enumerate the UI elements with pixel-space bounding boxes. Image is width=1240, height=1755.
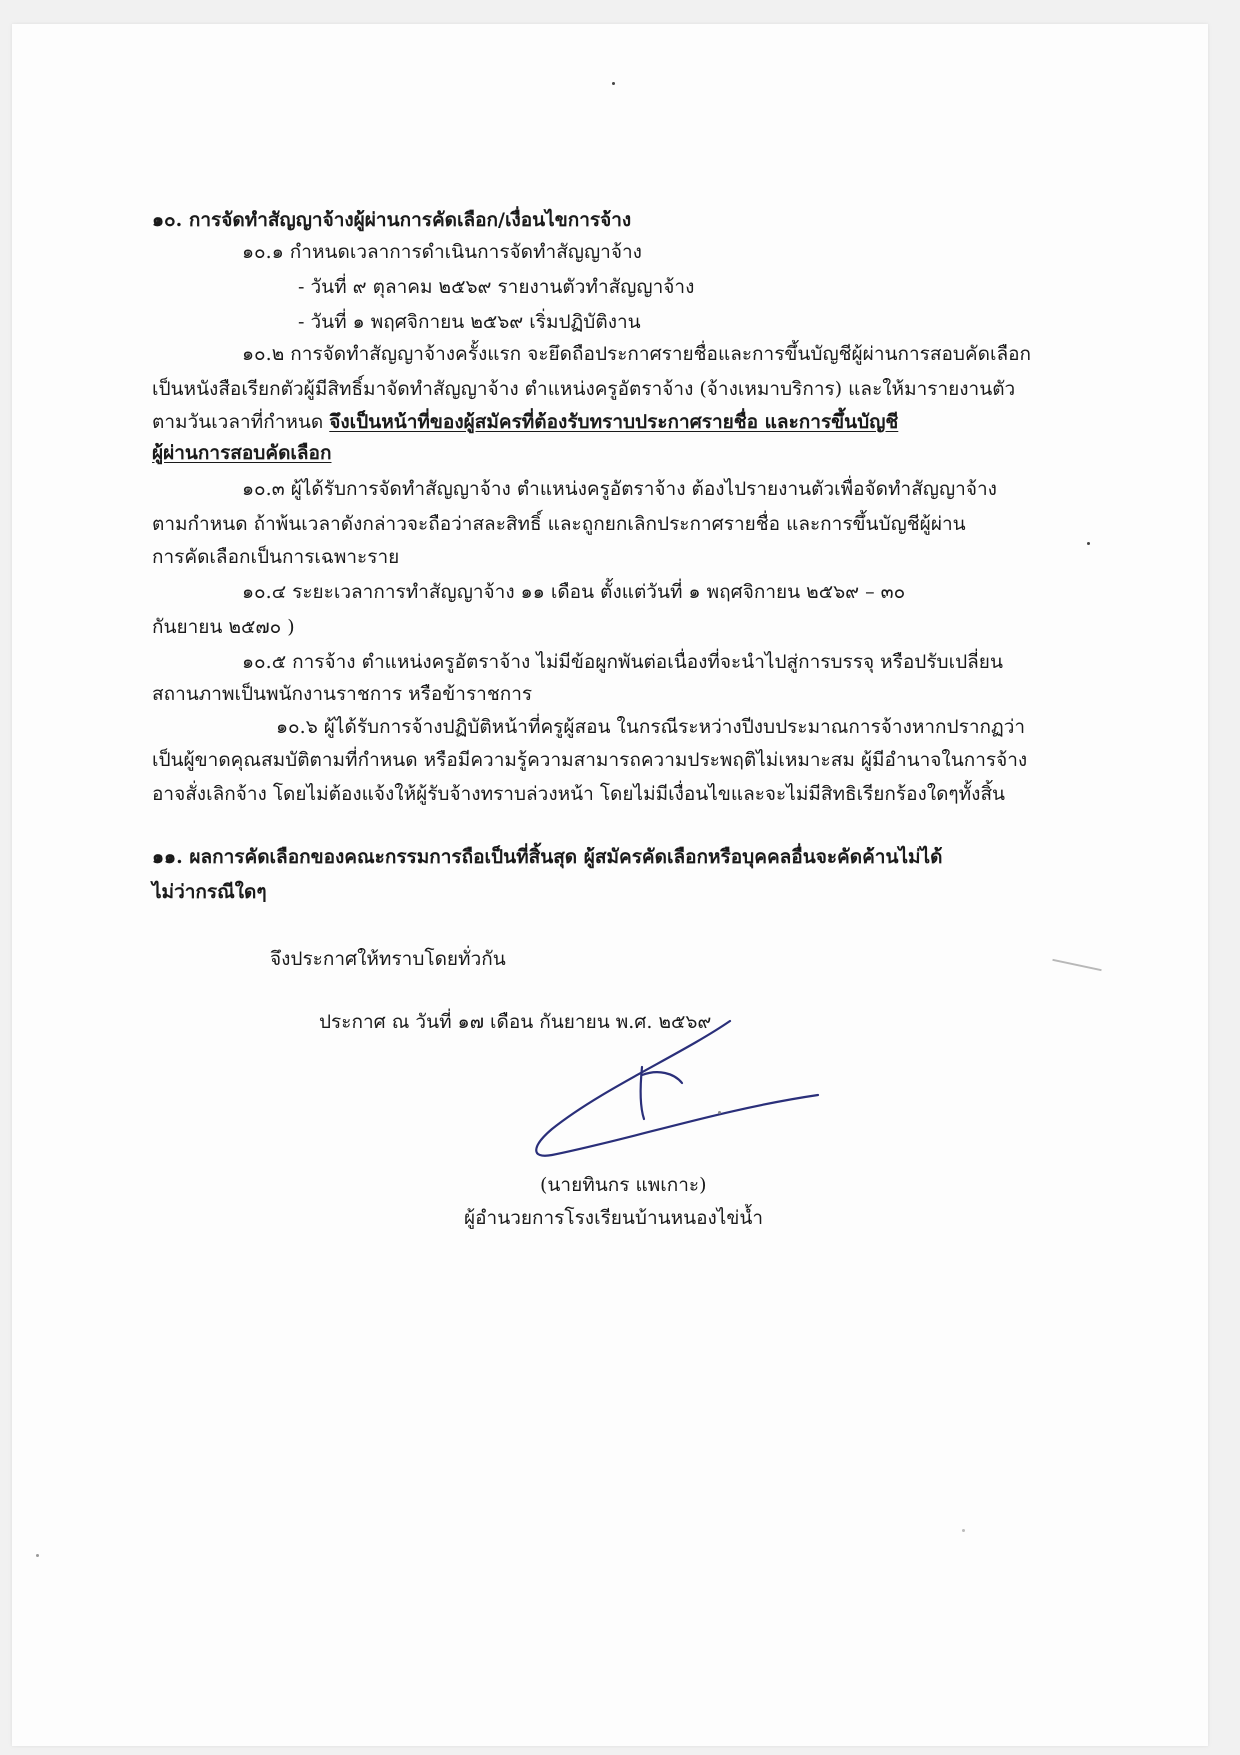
document-page xyxy=(12,24,1208,1746)
section-10-heading: ๑๐. การจัดทำสัญญาจ้างผู้ผ่านการคัดเลือก/เงื่อนไขการจ้าง xyxy=(152,209,632,231)
item-10-3-line-3: การคัดเลือกเป็นการเฉพาะราย xyxy=(152,546,400,568)
scan-speck xyxy=(718,1111,721,1114)
signer-name: (นายทินกร แพเกาะ) xyxy=(540,1174,707,1196)
section-11-line-1: ๑๑. ผลการคัดเลือกของคณะกรรมการถือเป็นที่สิ้นสุด ผู้สมัครคัดเลือกหรือบุคคลอื่นจะคัดค้านไม่ได้ xyxy=(152,846,943,868)
item-10-2-line-3-plain: ตามวันเวลาที่กำหนด xyxy=(152,411,324,433)
section-11-line-2: ไม่ว่ากรณีใดๆ xyxy=(152,881,267,903)
item-10-2-line-3 xyxy=(152,409,898,436)
item-10-6-line-2: เป็นผู้ขาดคุณสมบัติตามที่กำหนด หรือมีความรู้ความสามารถความประพฤติไม่เหมาะสม ผู้มีอำนาจในการจ้าง xyxy=(152,749,1028,771)
item-10-4-line-2: กันยายน ๒๕๗๐ ) xyxy=(152,616,295,638)
scan-speck xyxy=(962,1529,965,1532)
item-10-2-line-2: เป็นหนังสือเรียกตัวผู้มีสิทธิ์มาจัดทำสัญญาจ้าง ตำแหน่งครูอัตราจ้าง (จ้างเหมาบริการ) และให้มารายงานตัว xyxy=(152,378,1016,400)
signer-position: ผู้อำนวยการโรงเรียนบ้านหนองไข่น้ำ xyxy=(464,1207,764,1229)
item-10-2-emphasis-1: จึงเป็นหน้าที่ของผู้สมัครที่ต้องรับทราบประกาศรายชื่อ และการขึ้นบัญชี xyxy=(329,411,899,433)
scan-speck xyxy=(612,82,615,85)
scan-speck xyxy=(1087,542,1090,545)
item-10-3-line-1: ๑๐.๓ ผู้ได้รับการจัดทำสัญญาจ้าง ตำแหน่งครูอัตราจ้าง ต้องไปรายงานตัวเพื่อจัดทำสัญญาจ้าง xyxy=(242,478,997,500)
item-10-2-line-1-text: ๑๐.๒ การจัดทำสัญญาจ้างครั้งแรก จะยึดถือประกาศรายชื่อและการขึ้นบัญชีผู้ผ่านการสอบคัดเลือก xyxy=(242,343,1032,365)
item-10-5-line-1: ๑๐.๕ การจ้าง ตำแหน่งครูอัตราจ้าง ไม่มีข้อผูกพันต่อเนื่องที่จะนำไปสู่การบรรจุ หรือปรับเปลี่ยน xyxy=(242,651,1003,673)
announcement-date: ประกาศ ณ วันที่ ๑๗ เดือน กันยายน พ.ศ. ๒๕๖๙ xyxy=(319,1011,712,1033)
item-10-4-line-1: ๑๐.๔ ระยะเวลาการทำสัญญาจ้าง ๑๑ เดือน ตั้งแต่วันที่ ๑ พฤศจิกายน ๒๕๖๙ – ๓๐ xyxy=(242,581,906,603)
item-10-2-emphasis-2: ผู้ผ่านการสอบคัดเลือก xyxy=(152,442,332,464)
item-10-2-line-1 xyxy=(242,341,1032,368)
item-10-1-date-start: - วันที่ ๑ พฤศจิกายน ๒๕๖๙ เริ่มปฏิบัติงาน xyxy=(298,311,641,333)
item-10-1-date-report: - วันที่ ๙ ตุลาคม ๒๕๖๙ รายงานตัวทำสัญญาจ้าง xyxy=(298,276,695,298)
scan-mark xyxy=(1052,959,1101,971)
scan-speck xyxy=(36,1554,39,1557)
item-10-5-line-2: สถานภาพเป็นพนักงานราชการ หรือข้าราชการ xyxy=(152,683,533,705)
item-10-6-line-3: อาจสั่งเลิกจ้าง โดยไม่ต้องแจ้งให้ผู้รับจ้างทราบล่วงหน้า โดยไม่มีเงื่อนไขและจะไม่มีสิทธิเรียกร้องใดๆทั้งสิ้น xyxy=(152,783,1006,805)
item-10-3-line-2: ตามกำหนด ถ้าพ้นเวลาดังกล่าวจะถือว่าสละสิทธิ์ และถูกยกเลิกประกาศรายชื่อ และการขึ้นบัญชีผู้ผ่าน xyxy=(152,513,966,535)
item-10-1-title: ๑๐.๑ กำหนดเวลาการดำเนินการจัดทำสัญญาจ้าง xyxy=(242,241,642,263)
item-10-6-line-1: ๑๐.๖ ผู้ได้รับการจ้างปฏิบัติหน้าที่ครูผู้สอน ในกรณีระหว่างปีงบประมาณการจ้างหากปรากฏว่า xyxy=(276,716,1026,738)
signature-mark xyxy=(512,1009,832,1169)
announcement-closing: จึงประกาศให้ทราบโดยทั่วกัน xyxy=(270,948,506,970)
